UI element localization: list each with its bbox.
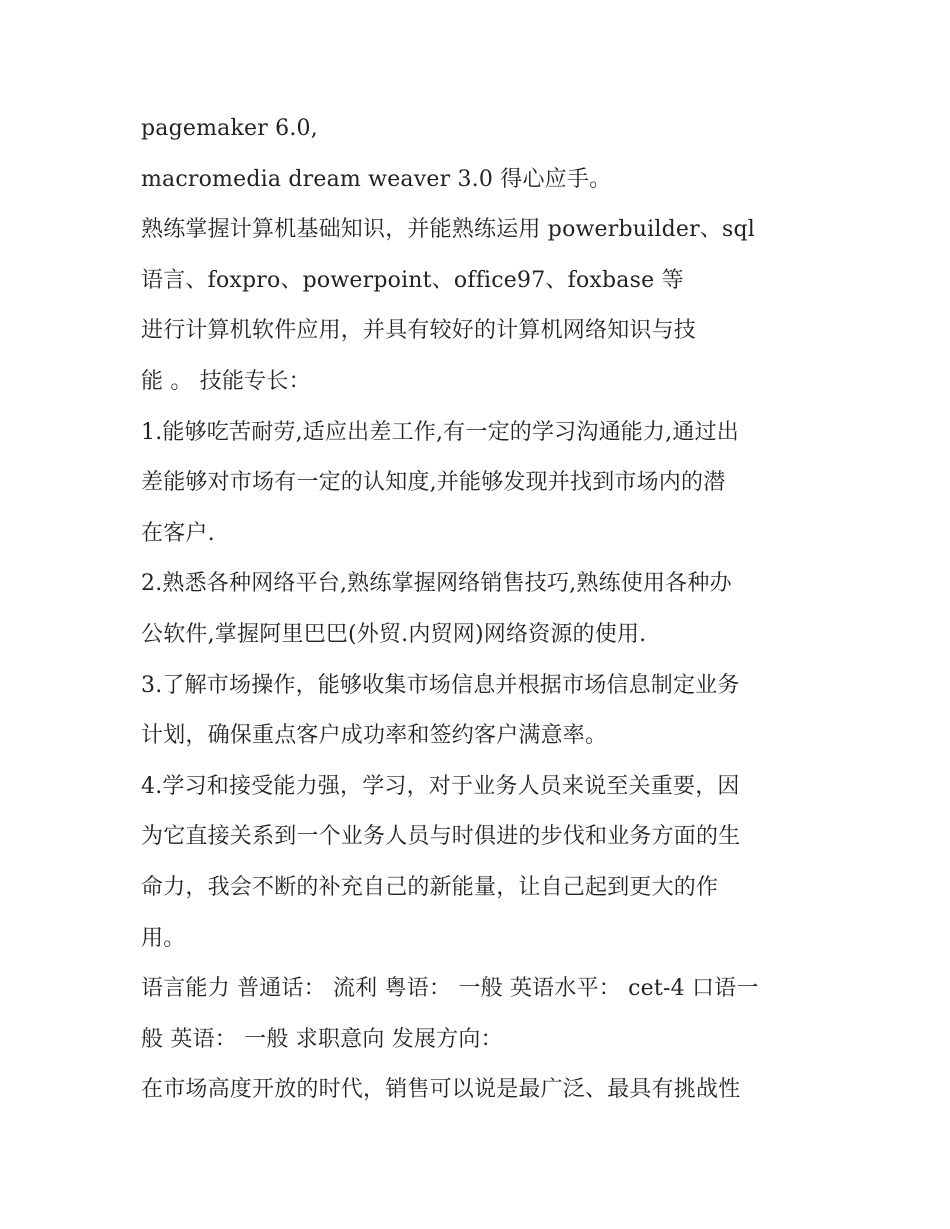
text-line: 熟练掌握计算机基础知识，并能熟练运用 powerbuilder、sql bbox=[141, 217, 756, 243]
text-line: 能 。 技能专长： bbox=[141, 368, 311, 394]
text-line: 语言、foxpro、powerpoint、office97、foxbase 等 bbox=[141, 267, 684, 293]
text-line: 为它直接关系到一个业务人员与时俱进的步伐和业务方面的生 bbox=[141, 824, 741, 850]
text-line: 般 英语： 一般 求职意向 发展方向： bbox=[141, 1026, 503, 1052]
text-line: 在市场高度开放的时代，销售可以说是最广泛、最具有挑战性 bbox=[141, 1077, 741, 1103]
text-line: 计划，确保重点客户成功率和签约客户满意率。 bbox=[141, 723, 608, 749]
text-line: macromedia dream weaver 3.0 得心应手。 bbox=[141, 166, 612, 192]
text-line: 1.能够吃苦耐劳,适应出差工作,有一定的学习沟通能力,通过出 bbox=[141, 419, 739, 445]
text-line: 语言能力 普通话： 流利 粤语： 一般 英语水平： cet-4 口语一 bbox=[141, 976, 759, 1002]
text-line: 用。 bbox=[141, 925, 186, 951]
text-line: 4.学习和接受能力强，学习，对于业务人员来说至关重要，因 bbox=[141, 773, 740, 799]
text-line: 差能够对市场有一定的认知度,并能够发现并找到市场内的潜 bbox=[141, 470, 726, 496]
text-line: 命力，我会不断的补充自己的新能量，让自己起到更大的作 bbox=[141, 874, 719, 900]
text-line: 3.了解市场操作，能够收集市场信息并根据市场信息制定业务 bbox=[141, 672, 740, 698]
text-line: 公软件,掌握阿里巴巴(外贸.内贸网)网络资源的使用. bbox=[141, 621, 647, 647]
text-line: 在客户. bbox=[141, 520, 215, 546]
body-text bbox=[141, 104, 841, 1116]
text-line: 进行计算机软件应用，并具有较好的计算机网络知识与技 bbox=[141, 318, 697, 344]
text-line: pagemaker 6.0, bbox=[141, 116, 318, 141]
text-line: 2.熟悉各种网络平台,熟练掌握网络销售技巧,熟练使用各种办 bbox=[141, 571, 732, 597]
